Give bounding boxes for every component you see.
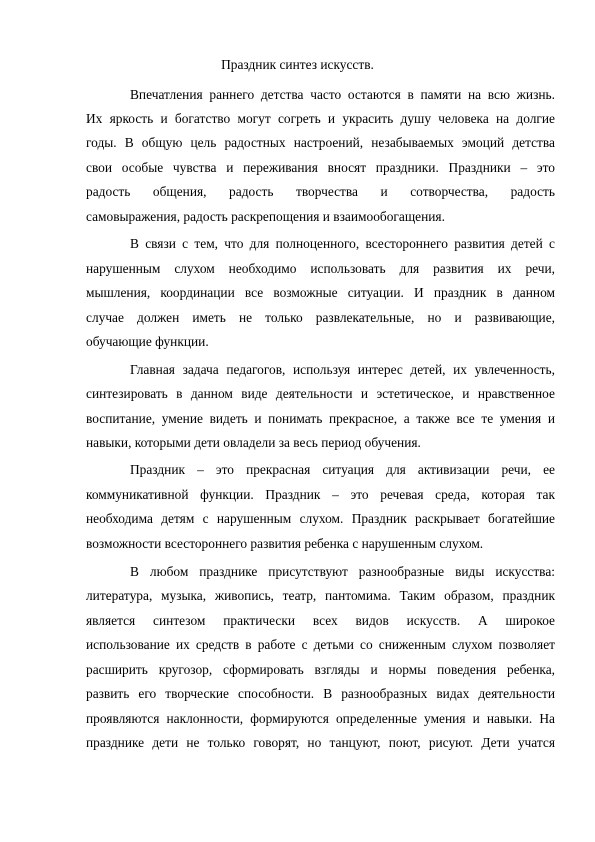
paragraph-1-line-2: Их яркость и богатство могут согреть и украсить душу человека на долгие <box>86 111 555 126</box>
paragraph-5-line-3: является синтезом практически всех видов искусств. А широкое <box>86 613 555 628</box>
paragraph-5-line-6: развить его творческие способности. В разнообразных видах деятельности <box>86 686 555 701</box>
paragraph-3-line-1: Главная задача педагогов, используя интерес детей, их увлеченность, <box>130 362 555 377</box>
paragraph-1-line-1: Впечатления раннего детства часто остаются в памяти на всю жизнь. <box>130 87 555 102</box>
paragraph-4-line-3: необходима детям с нарушенным слухом. Праздник раскрывает богатейшие <box>86 511 555 526</box>
document-title: Праздник синтез искусств. <box>221 57 374 72</box>
paragraph-1-line-4: свои особые чувства и переживания вносят праздники. Праздники – это <box>86 160 555 175</box>
paragraph-2-line-5: обучающие функции. <box>86 334 209 349</box>
paragraph-2-line-4: случае должен иметь не только развлекательные, но и развивающие, <box>86 310 555 325</box>
paragraph-5-line-2: литература, музыка, живопись, театр, пантомима. Таким образом, праздник <box>86 588 555 603</box>
paragraph-5-line-8: празднике дети не только говорят, но танцуют, поют, рисуют. Дети учатся <box>86 735 555 750</box>
paragraph-5-line-5: расширить кругозор, сформировать взгляды и нормы поведения ребенка, <box>86 662 555 677</box>
paragraph-2-line-1: В связи с тем, что для полноценного, всестороннего развития детей с <box>130 236 555 251</box>
paragraph-2-line-2: нарушенным слухом необходимо использовать для развития их речи, <box>86 261 555 276</box>
paragraph-1-line-6: самовыражения, радость раскрепощения и взаимообогащения. <box>86 209 445 224</box>
paragraph-4-line-2: коммуникативной функции. Праздник – это речевая среда, которая так <box>86 487 555 502</box>
paragraph-3-line-2: синтезировать в данном виде деятельности и эстетическое, и нравственное <box>86 386 555 401</box>
paragraph-5-line-1: В любом празднике присутствуют разнообразные виды искусства: <box>130 564 555 579</box>
paragraph-3-line-4: навыки, которыми дети овладели за весь период обучения. <box>86 435 421 450</box>
paragraph-4-line-4: возможности всестороннего развития ребенка с нарушенным слухом. <box>86 536 484 551</box>
paragraph-4-line-1: Праздник – это прекрасная ситуация для активизации речи, ее <box>130 462 555 477</box>
paragraph-5-line-4: использование их средств в работе с детьми со сниженным слухом позволяет <box>86 637 555 652</box>
paragraph-5-line-7: проявляются наклонности, формируются определенные умения и навыки. На <box>86 711 555 726</box>
paragraph-1-line-3: годы. В общую цель радостных настроений, незабываемых эмоций детства <box>86 135 555 150</box>
paragraph-3-line-3: воспитание, умение видеть и понимать прекрасное, а также все те умения и <box>86 411 555 426</box>
paragraph-2-line-3: мышления, координации все возможные ситуации. И праздник в данном <box>86 285 555 300</box>
paragraph-1-line-5: радость общения, радость творчества и сотворчества, радость <box>86 184 555 199</box>
